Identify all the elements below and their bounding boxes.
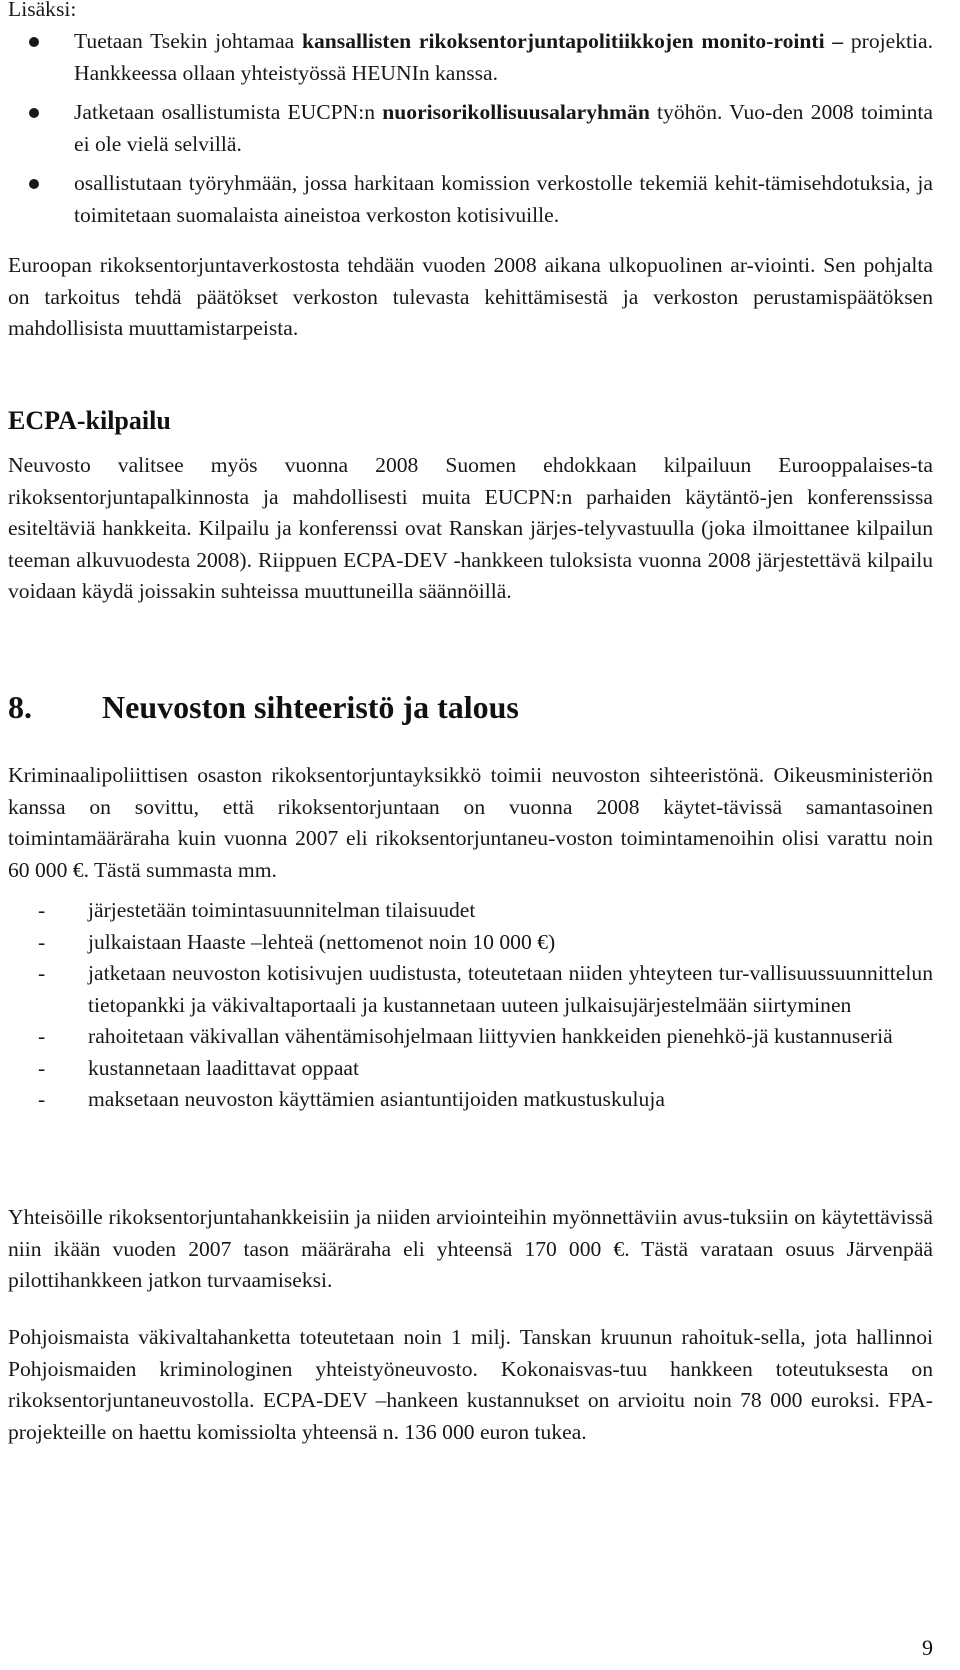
dash-marker: - bbox=[38, 1055, 46, 1080]
dash-item bbox=[8, 1084, 933, 1116]
bullet-list bbox=[8, 26, 933, 231]
dash-item bbox=[8, 895, 933, 927]
section-title: Neuvoston sihteeristö ja talous bbox=[102, 689, 519, 725]
bullet-icon bbox=[29, 108, 39, 118]
dash-item bbox=[8, 927, 933, 959]
ecpa-heading: ECPA-kilpailu bbox=[8, 406, 171, 435]
intro-label: Lisäksi: bbox=[8, 0, 77, 21]
dash-marker: - bbox=[38, 929, 46, 954]
dash-marker: - bbox=[38, 961, 46, 985]
bullet-text-post: projektia. Hankkeessa ollaan yhteistyössä HEUNIn kanssa. bbox=[74, 29, 933, 85]
bullet-icon bbox=[29, 179, 39, 189]
dash-list bbox=[8, 895, 933, 1116]
bullet-text-post: työhön. Vuo-den 2008 toiminta ei ole vielä selvillä. bbox=[74, 100, 933, 156]
bullet-text-bold: nuorisorikollisuusalaryhmän bbox=[382, 100, 650, 124]
bullet-text-pre: osallistutaan työryhmään, jossa harkitaan komission verkostolle tekemiä kehit-tämisehdotuksia, ja toimitetaan suomalaista aineistoa verkoston kotisivuille. bbox=[74, 171, 933, 227]
community-grants-paragraph: Yhteisöille rikoksentorjuntahankkeisiin ja niiden arviointeihin myönnettäviin avus-tuksiin on käytettävissä niin ikään vuoden 2007 tason määräraha eli yhteensä 170 000 €. Tästä varataan osuus Järvenpää pilottihankkeen jatkon turvaamiseksi. bbox=[8, 1205, 933, 1292]
bullet-text-pre: Tuetaan Tsekin johtamaa bbox=[74, 29, 302, 53]
ecpa-paragraph: Neuvosto valitsee myös vuonna 2008 Suomen ehdokkaan kilpailuun Eurooppalaises-ta rikoksentorjuntapalkinnosta ja mahdollisesti muita EUCPN:n parhaiden käytäntö-jen konferenssissa esiteltäviä hankkeita. Kilpailu ja konferenssi ovat Ranskan järjes-telyvastuulla (joka ilmoittanee kilpailun teeman alkuvuodesta 2008). Riippuen ECPA-DEV -hankkeen tuloksista vuonna 2008 järjestettävä kilpailu voidaan käydä joissakin suhteissa muuttuneilla säännöillä. bbox=[8, 453, 933, 603]
dash-item-text: jatketaan neuvoston kotisivujen uudistusta, toteutetaan niiden yhteyteen tur-vallisuussuunnittelun tietopankki ja väkivaltaportaali ja kustannetaan uuteen julkaisujärjestelmään siirtyminen bbox=[88, 961, 933, 1017]
document-page bbox=[8, 0, 933, 1670]
page-number: 9 bbox=[922, 1635, 933, 1660]
dash-item bbox=[8, 1021, 933, 1053]
bullet-item bbox=[8, 168, 933, 231]
section-number: 8. bbox=[8, 689, 32, 725]
dash-item-text: maksetaan neuvoston käyttämien asiantuntijoiden matkustuskuluja bbox=[88, 1087, 665, 1111]
dash-marker: - bbox=[38, 898, 46, 922]
dash-item-text: kustannetaan laadittavat oppaat bbox=[88, 1055, 360, 1080]
bullet-text-pre: Jatketaan osallistumista EUCPN:n bbox=[74, 100, 383, 124]
evaluation-paragraph: Euroopan rikoksentorjuntaverkostosta tehdään vuoden 2008 aikana ulkopuolinen ar-viointi. Sen pohjalta on tarkoitus tehdä päätökset verkoston tulevasta kehittämisestä ja verkoston perustamispäätöksen mahdollisista muuttamistarpeista. bbox=[8, 253, 933, 340]
bullet-text-bold: kansallisten rikoksentorjuntapolitiikkojen monito-rointi – bbox=[301, 29, 851, 53]
dash-item-text: rahoitetaan väkivallan vähentämisohjelmaan liittyvien hankkeiden pienehkö-jä kustannuseriä bbox=[88, 1024, 893, 1048]
dash-marker: - bbox=[38, 1024, 46, 1048]
nordic-project-paragraph: Pohjoismaista väkivaltahanketta toteutetaan noin 1 milj. Tanskan kruunun rahoituk-sella, jota hallinnoi Pohjoismaiden kriminologinen yhteistyöneuvosto. Kokonaisvas-tuu hankkeen toteutuksesta on rikoksentorjuntaneuvostolla. ECPA-DEV –hankeen kustannukset on arvioitu noin 78 000 euroksi. FPA-projekteille on haettu komissiolta yhteensä n. 136 000 euron tukea. bbox=[8, 1325, 933, 1444]
dash-marker: - bbox=[38, 1087, 46, 1111]
dash-item bbox=[8, 1053, 933, 1085]
bullet-item bbox=[8, 26, 933, 89]
section-8-heading bbox=[8, 689, 933, 725]
bullet-item bbox=[8, 97, 933, 160]
dash-item-text: julkaistaan Haaste –lehteä (nettomenot noin 10 000 €) bbox=[88, 929, 556, 954]
dash-item-text: järjestetään toimintasuunnitelman tilaisuudet bbox=[88, 898, 476, 922]
budget-paragraph: Kriminaalipoliittisen osaston rikoksentorjuntayksikkö toimii neuvoston sihteeristönä. Oikeusministeriön kanssa on sovittu, että rikoksentorjuntaan on vuonna 2008 käytet-tävissä samantasoinen toimintamääräraha kuin vuonna 2007 eli rikoksentorjuntaneu-voston toimintamenoihin olisi varattu noin 60 000 €. Tästä summasta mm. bbox=[8, 763, 933, 882]
bullet-icon bbox=[29, 37, 39, 47]
dash-item bbox=[8, 958, 933, 1021]
